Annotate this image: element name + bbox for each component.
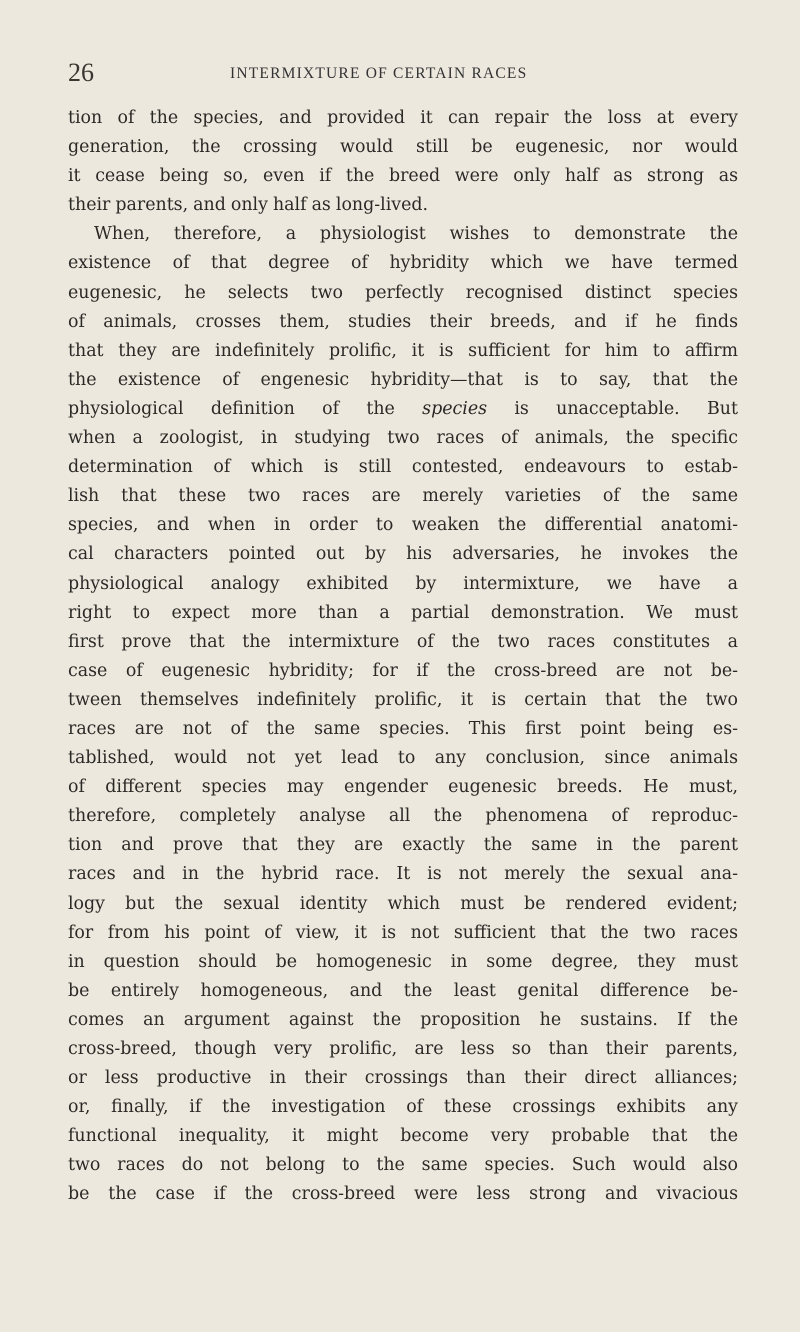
body-text: [68, 104, 738, 1210]
text-segment: is unacceptable. But: [487, 398, 738, 419]
text-line: tion of the species, and provided it can repair the loss at every: [68, 108, 738, 128]
text-segment: physiological definition of the: [68, 398, 423, 419]
text-line: species, and when in order to weaken the differential anatomi-: [68, 515, 738, 536]
running-head: INTERMIXTURE OF CERTAIN RACES: [230, 65, 528, 82]
text-line: physiological analogy exhibited by intermixture, we have a: [68, 573, 738, 594]
text-line: be entirely homogeneous, and the least genital difference be-: [68, 980, 738, 1001]
text-line: logy but the sexual identity which must be rendered evident;: [68, 893, 738, 914]
text-line: races are not of the same species. This first point being es-: [68, 718, 738, 739]
text-line: it cease being so, even if the breed were only half as strong as: [68, 166, 738, 187]
text-line: tion and prove that they are exactly the same in the parent: [68, 835, 738, 856]
text-line: therefore, completely analyse all the phenomena of reproduc-: [68, 806, 738, 827]
text-line: first prove that the intermixture of the two races constitutes a: [68, 631, 738, 652]
text-line: eugenesic, he selects two perfectly recognised distinct species: [68, 282, 738, 303]
text-line: for from his point of view, it is not sufficient that the two races: [68, 922, 738, 943]
text-line: lish that these two races are merely varieties of the same: [68, 486, 738, 507]
text-line: cross-breed, though very prolific, are less so than their parents,: [68, 1039, 738, 1059]
text-line: functional inequality, it might become very probable that the: [68, 1126, 738, 1147]
text-line: cal characters pointed out by his adversaries, he invokes the: [68, 544, 738, 565]
text-line: tween themselves indefinitely prolific, it is certain that the two: [68, 689, 738, 710]
text-line: generation, the crossing would still be eugenesic, nor would: [68, 137, 738, 158]
italic-word: species: [422, 398, 488, 419]
text-line: tablished, would not yet lead to any conclusion, since animals: [68, 748, 738, 769]
text-line: be the case if the cross-breed were less strong and vivacious: [68, 1184, 738, 1205]
text-line: determination of which is still contested, endeavours to estab-: [68, 457, 738, 478]
text-line: in question should be homogenesic in some degree, they must: [68, 951, 738, 972]
text-line: or, finally, if the investigation of these crossings exhibits any: [68, 1097, 738, 1118]
text-line: or less productive in their crossings than their direct alliances;: [68, 1068, 738, 1089]
text-line-with-italic: [68, 395, 738, 424]
text-line: when a zoologist, in studying two races of animals, the specific: [68, 428, 738, 449]
page-number: 26: [68, 58, 94, 87]
text-line: that they are indefinitely prolific, it is sufficient for him to affirm: [68, 340, 738, 361]
text-line: existence of that degree of hybridity which we have termed: [68, 253, 738, 274]
text-line: When, therefore, a physiologist wishes to demonstrate the: [94, 224, 738, 245]
text-line: comes an argument against the proposition he sustains. If the: [68, 1009, 738, 1030]
text-line: two races do not belong to the same species. Such would also: [68, 1155, 738, 1176]
text-line: their parents, and only half as long-lived.: [68, 195, 429, 216]
text-line: races and in the hybrid race. It is not merely the sexual ana-: [68, 864, 738, 885]
text-line: right to expect more than a partial demonstration. We must: [68, 602, 738, 623]
page-header: [68, 58, 736, 88]
text-line: of animals, crosses them, studies their breeds, and if he finds: [68, 311, 738, 332]
text-line: of different species may engender eugenesic breeds. He must,: [68, 777, 738, 798]
text-line: the existence of engenesic hybridity—that is to say, that the: [68, 369, 738, 390]
text-line: case of eugenesic hybridity; for if the cross-breed are not be-: [68, 660, 738, 681]
